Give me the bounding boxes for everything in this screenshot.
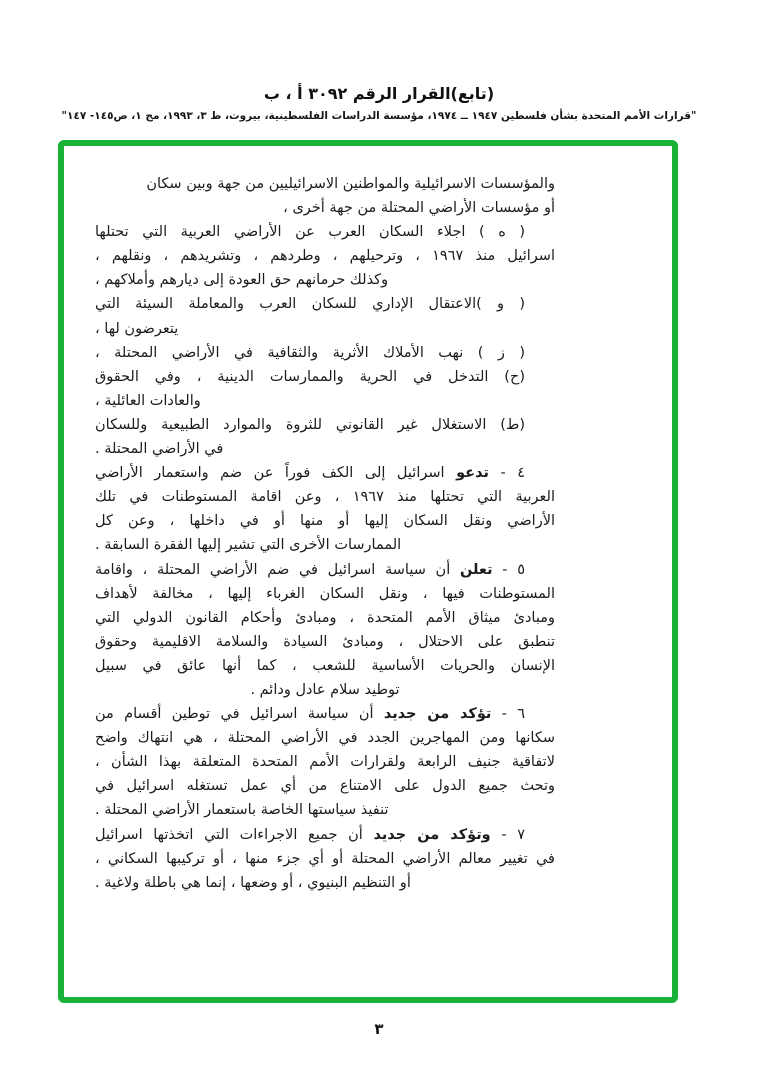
text-line: اسرائيل منذ ١٩٦٧ ، وترحيلهم ، وطردهم ، وتشريدهم ، ونقلهم ، — [95, 248, 555, 265]
text-line: ٥ - تعلن أن سياسة اسرائيل في ضم الأراضي المحتلة ، واقامة — [95, 561, 526, 578]
text-line: (ط) الاستغلال غير القانوني للثروة والموارد الطبيعية وللسكان — [95, 416, 525, 433]
text-line: لاتفاقية جنيف الرابعة ولقرارات الأمم المتحدة المتعلقة بهذا الشأن ، — [95, 754, 555, 771]
text-line: الممارسات الأخرى التي تشير إليها الفقرة السابقة . — [95, 537, 402, 554]
text-line: ومبادئ ميثاق الأمم المتحدة ، ومبادئ وأحكام القانون الدولي التي — [95, 609, 555, 626]
text-line: وتحث جميع الدول على الامتناع من أي عمل تستغله اسرائيل في — [95, 778, 555, 795]
text-line: الإنسان والحريات الأساسية للشعب ، كما أنها عائق في سبيل — [95, 657, 555, 674]
text-line: في تغيير معالم الأراضي المحتلة أو أي جزء منها ، أو تركيبها السكاني ، — [95, 850, 555, 867]
text-line: ٧ - وتؤكد من جديد أن جميع الاجراءات التي اتخذتها اسرائيل — [95, 826, 525, 843]
document-body — [95, 172, 555, 895]
page-title: (تابع)القرار الرقم ٣٠٩٢ أ ، ب — [263, 84, 495, 103]
text-line: وكذلك حرمانهم حق العودة إلى ديارهم وأملاكهم ، — [95, 272, 389, 289]
text-line: (ح) التدخل في الحرية والممارسات الدينية ، وفي الحقوق — [95, 368, 525, 385]
source-citation: "قرارات الأمم المتحدة بشأن فلسطين ١٩٤٧ ــ ١٩٧٤، مؤسسة الدراسات الفلسطينية، بيروت، ط ٣، ١٩٩٣، مج ١، ص١٤٥- ١٤٧" — [61, 110, 697, 122]
text-line: الأراضي ونقل السكان إليها أو منها أو في داخلها ، وعن كل — [95, 513, 555, 530]
text-line: العربية التي تحتلها منذ ١٩٦٧ ، وعن اقامة المستوطنات في تلك — [95, 489, 555, 506]
page-number: ٣ — [374, 1020, 384, 1038]
text-line: أو التنظيم البنيوي ، أو وضعها ، إنما هي باطلة ولاغية . — [95, 874, 411, 891]
text-line: المستوطنات فيها ، ونقل السكان الغرباء إليها ، مخالفة لأهداف — [95, 585, 555, 602]
text-line: والعادات العائلية ، — [95, 392, 201, 409]
text-line: أو مؤسسات الأراضي المحتلة من جهة أخرى ، — [283, 200, 555, 217]
text-line: يتعرضون لها ، — [95, 320, 179, 337]
text-line: تنفيذ سياستها الخاصة باستعمار الأراضي المحتلة . — [95, 802, 389, 819]
text-line: في الأراضي المحتلة . — [95, 441, 224, 458]
text-line: ٦ - تؤكد من جديد أن سياسة اسرائيل في توطين أقسام من — [95, 706, 525, 723]
text-line: والمؤسسات الاسرائيلية والمواطنين الاسرائيليين من جهة وبين سكان — [146, 176, 555, 192]
text-line: تنطبق على الاحتلال ، ومبادئ السيادة والسلامة الاقليمية وحقوق — [95, 633, 555, 650]
text-line: ( و )الاعتقال الإداري للسكان العرب والمعاملة السيئة التي — [95, 296, 525, 313]
text-line: سكانها ومن المهاجرين الجدد في الأراضي المحتلة ، هي انتهاك واضح — [95, 730, 555, 747]
text-line: ( ز ) نهب الأملاك الأثرية والثقافية في الأراضي المحتلة ، — [95, 344, 525, 361]
text-line: ( ه ) اجلاء السكان العرب عن الأراضي العربية التي تحتلها — [95, 224, 525, 241]
text-line: ٤ - تدعو اسرائيل إلى الكف فوراً عن ضم واستعمار الأراضي — [95, 465, 526, 482]
text-line: توطيد سلام عادل ودائم . — [250, 681, 400, 698]
